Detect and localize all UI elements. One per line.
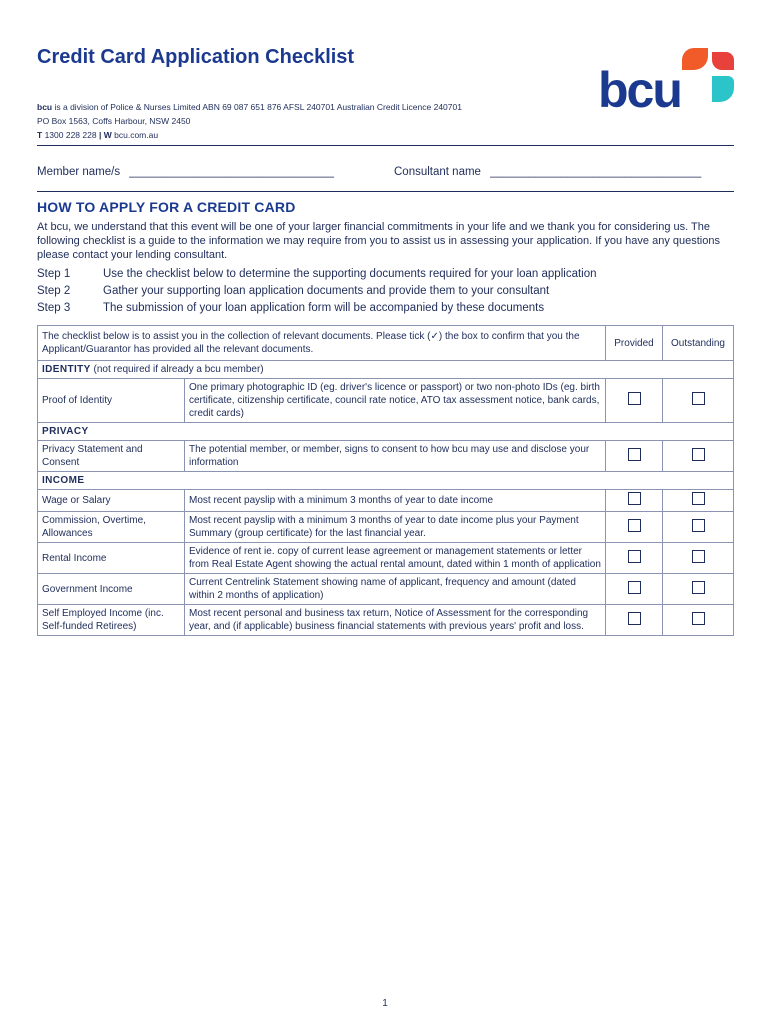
checklist-header-row [38,326,734,361]
section-row-privacy [38,423,734,441]
how-to-heading: HOW TO APPLY FOR A CREDIT CARD [37,199,296,215]
org-licence: is a division of Police & Nurses Limited ABN 69 087 651 876 AFSL 240701 Australian Credit Licence 240701 [52,102,462,112]
logo-wordmark: bcu [598,62,681,112]
document-description: Most recent payslip with a minimum 3 months of year to date income [185,490,606,512]
outstanding-checkbox[interactable] [692,581,705,594]
steps-list [37,266,597,317]
step-item [37,300,597,317]
table-row [38,379,734,423]
table-row [38,605,734,636]
table-row [38,512,734,543]
outstanding-checkbox[interactable] [692,492,705,505]
step-label: Step 1 [37,268,71,280]
document-label: Wage or Salary [38,490,185,512]
contact-separator: | [98,130,102,140]
member-consultant-row [37,166,734,178]
outstanding-checkbox[interactable] [692,550,705,563]
document-checklist-table [37,325,734,636]
table-row [38,574,734,605]
org-address: PO Box 1563, Coffs Harbour, NSW 2450 [37,116,191,126]
document-description: Current Centrelink Statement showing name of applicant, frequency and amount (dated within 2 months of application) [185,574,606,605]
provided-column-header: Provided [606,326,663,361]
step-text: Use the checklist below to determine the supporting documents required for your loan application [103,268,597,280]
consultant-name-field[interactable]: _________________________________ [490,166,702,178]
website-link[interactable]: bcu.com.au [114,130,159,140]
document-label: Commission, Overtime, Allowances [38,512,185,543]
provided-checkbox[interactable] [628,550,641,563]
outstanding-checkbox[interactable] [692,612,705,625]
document-description: The potential member, or member, signs to consent to how bcu may use and disclose your information [185,441,606,472]
section-title: INCOME [42,475,85,486]
page-title: Credit Card Application Checklist [37,46,355,68]
document-label: Government Income [38,574,185,605]
how-to-intro: At bcu, we understand that this event will be one of your larger financial commitments in your life and we thank you for considering us. The following checklist is a guide to the information we may require from you to assist us in assessing your application. If you have any questions please contact your lending consultant. [37,221,720,261]
checklist-intro: The checklist below is to assist you in the collection of relevant documents. Please tick (✓) the box to confirm that you the Applicant/Guarantor has provided all the relevant documents. [38,326,606,361]
document-description: One primary photographic ID (eg. driver's licence or passport) or two non-photo IDs (eg. birth certificate, citizenship certificate, council rate notice, ATO tax assessment notice, bank cards, credit cards) [185,379,606,423]
step-label: Step 3 [37,302,71,314]
outstanding-checkbox[interactable] [692,519,705,532]
phone-label: T [37,130,43,140]
provided-checkbox[interactable] [628,448,641,461]
document-label: Proof of Identity [38,379,185,423]
member-name-field[interactable]: ________________________________ [129,166,334,178]
section-note: (not required if already a bcu member) [90,364,264,375]
document-description: Most recent payslip with a minimum 3 months of year to date income plus your Payment Summary (group certificate) for the last financial year. [185,512,606,543]
step-text: Gather your supporting loan application documents and provide them to your consultant [103,285,550,297]
document-label: Privacy Statement and Consent [38,441,185,472]
page-number: 1 [382,998,388,1009]
consultant-name-label: Consultant name [394,166,481,178]
bcu-logo [598,48,734,112]
logo-red-leaf [712,52,734,70]
provided-checkbox[interactable] [628,612,641,625]
document-label: Rental Income [38,543,185,574]
outstanding-checkbox[interactable] [692,392,705,405]
logo-orange-leaf [682,48,708,70]
step-text: The submission of your loan application form will be accompanied by these documents [103,302,545,314]
document-label: Self Employed Income (inc. Self-funded Retirees) [38,605,185,636]
step-item [37,283,597,300]
section-row-income [38,472,734,490]
outstanding-checkbox[interactable] [692,448,705,461]
table-row [38,441,734,472]
divider-member [37,191,734,192]
logo-teal-leaf [712,76,734,102]
organisation-details [37,100,462,142]
table-row [38,490,734,512]
section-title: PRIVACY [42,426,89,437]
document-description: Evidence of rent ie. copy of current lease agreement or management statements or letter from Real Estate Agent showing the actual rental amount, dated within 1 month of application [185,543,606,574]
step-label: Step 2 [37,285,71,297]
document-description: Most recent personal and business tax return, Notice of Assessment for the corresponding year, and (if applicable) business financial statements with previous years' profit and loss. [185,605,606,636]
section-title: IDENTITY [42,364,91,375]
org-name: bcu [37,102,53,112]
section-row-identity [38,361,734,379]
provided-checkbox[interactable] [628,581,641,594]
provided-checkbox[interactable] [628,492,641,505]
divider-top [37,145,734,146]
phone-number: 1300 228 228 [44,130,97,140]
provided-checkbox[interactable] [628,519,641,532]
website-label: W [103,130,112,140]
outstanding-column-header: Outstanding [663,326,734,361]
member-name-label: Member name/s [37,166,121,178]
step-item [37,266,597,283]
provided-checkbox[interactable] [628,392,641,405]
table-row [38,543,734,574]
